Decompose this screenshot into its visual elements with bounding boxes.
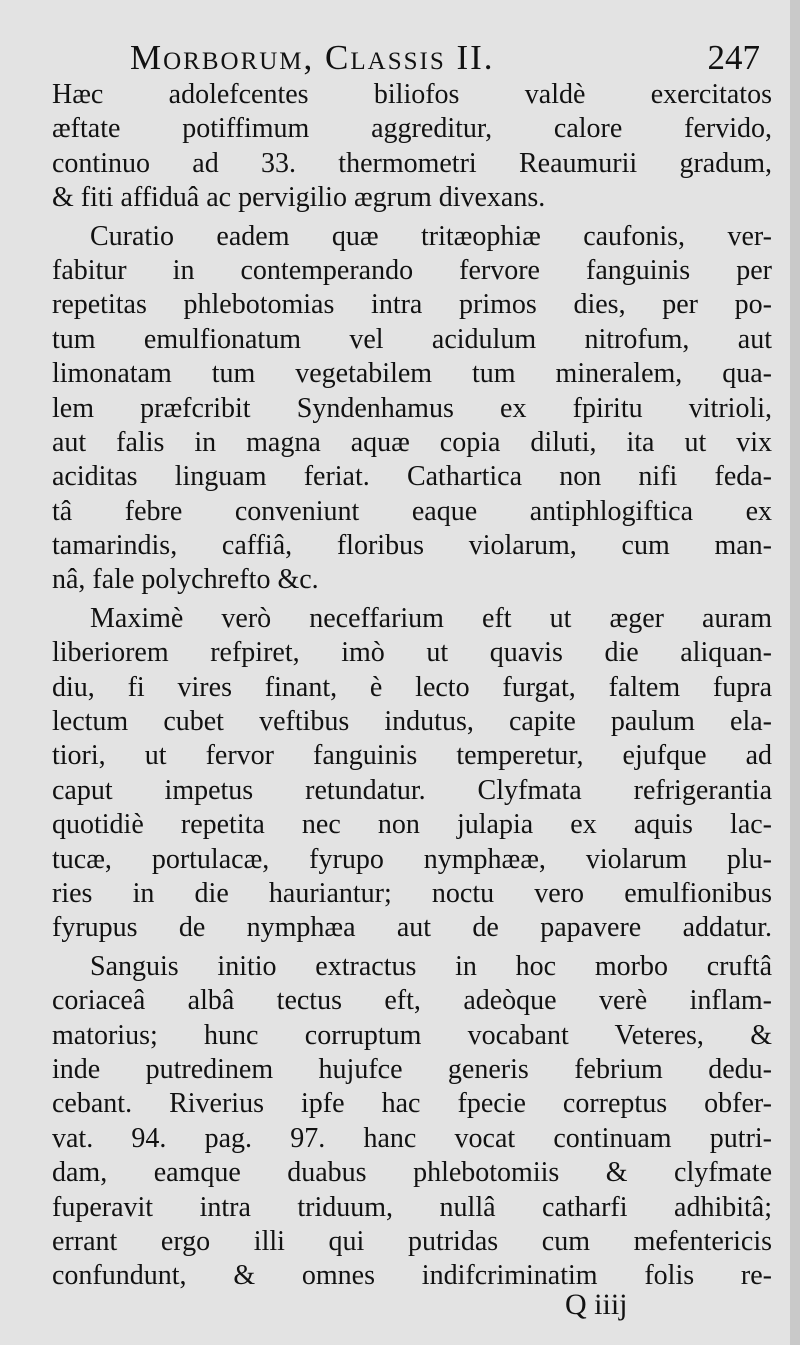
text-line: cebant. Riverius ipfe hac fpecie correptus obfer- — [52, 1088, 772, 1120]
text-line: tiori, ut fervor fanguinis temperetur, ejufque ad — [52, 740, 772, 772]
text-line: ries in die hauriantur; noctu vero emulfionibus — [52, 877, 772, 909]
text-line: aut falis in magna aquæ copia diluti, ita ut vix — [52, 426, 772, 458]
text-line: tum emulfionatum vel acidulum nitrofum, aut — [52, 323, 772, 355]
text-line: quotidiè repetita nec non julapia ex aquis lac- — [52, 809, 772, 841]
text-line: lem præfcribit Syndenhamus ex fpiritu vitrioli, — [52, 392, 772, 424]
text-line: tâ febre conveniunt eaque antiphlogiftica ex — [52, 495, 772, 527]
text-line: lectum cubet veftibus indutus, capite paulum ela- — [52, 706, 772, 738]
text-line: Sanguis initio extractus in hoc morbo cruftâ — [90, 950, 772, 982]
text-line: æftate potiffimum aggreditur, calore fervido, — [52, 113, 772, 145]
text-line: limonatam tum vegetabilem tum mineralem, qua- — [52, 358, 772, 390]
text-line: fyrupus de nymphæa aut de papavere addatur. — [52, 912, 772, 944]
page-number: 247 — [707, 38, 760, 77]
text-line: caput impetus retundatur. Clyfmata refrigerantia — [52, 774, 772, 806]
text-line: repetitas phlebotomias intra primos dies, per po- — [52, 289, 772, 321]
text-line: fuperavit intra triduum, nullâ catharfi adhibitâ; — [52, 1191, 772, 1223]
text-line: fabitur in contemperando fervore fanguinis per — [52, 254, 772, 286]
page-edge-shadow — [790, 0, 800, 1345]
body-text — [52, 78, 772, 1294]
text-line: liberiorem refpiret, imò ut quavis die aliquan- — [52, 637, 772, 669]
text-line: Hæc adolefcentes biliofos valdè exercitatos — [52, 79, 772, 110]
text-line: Maximè verò neceffarium eft ut æger auram — [90, 602, 772, 634]
text-line: nâ, fale polychrefto &c. — [52, 564, 319, 596]
text-line: confundunt, & omnes indifcriminatim folis re- — [52, 1260, 772, 1292]
text-line: matorius; hunc corruptum vocabant Veteres, & — [52, 1019, 772, 1051]
text-line: tamarindis, caffiâ, floribus violarum, cum man- — [52, 530, 772, 562]
text-line: coriaceâ albâ tectus eft, adeòque verè inflam- — [52, 985, 772, 1017]
running-title: Morborum, Classis II. — [130, 38, 495, 77]
catchword-signature: Q iiij — [565, 1288, 628, 1321]
text-line: inde putredinem hujufce generis febrium dedu- — [52, 1053, 772, 1085]
text-line: aciditas linguam feriat. Cathartica non nifi feda- — [52, 461, 772, 493]
text-line: diu, fi vires finant, è lecto furgat, faltem fupra — [52, 671, 772, 703]
text-line: vat. 94. pag. 97. hanc vocat continuam putri- — [52, 1122, 772, 1154]
text-line: Curatio eadem quæ tritæophiæ caufonis, ver- — [90, 220, 772, 252]
text-line: tucæ, portulacæ, fyrupo nymphææ, violarum plu- — [52, 843, 772, 875]
text-line: & fiti affiduâ ac pervigilio ægrum divexans. — [52, 182, 546, 214]
text-line: continuo ad 33. thermometri Reaumurii gradum, — [52, 147, 772, 179]
text-line: dam, eamque duabus phlebotomiis & clyfmate — [52, 1157, 772, 1189]
text-line: errant ergo illi qui putridas cum mefentericis — [52, 1225, 772, 1257]
